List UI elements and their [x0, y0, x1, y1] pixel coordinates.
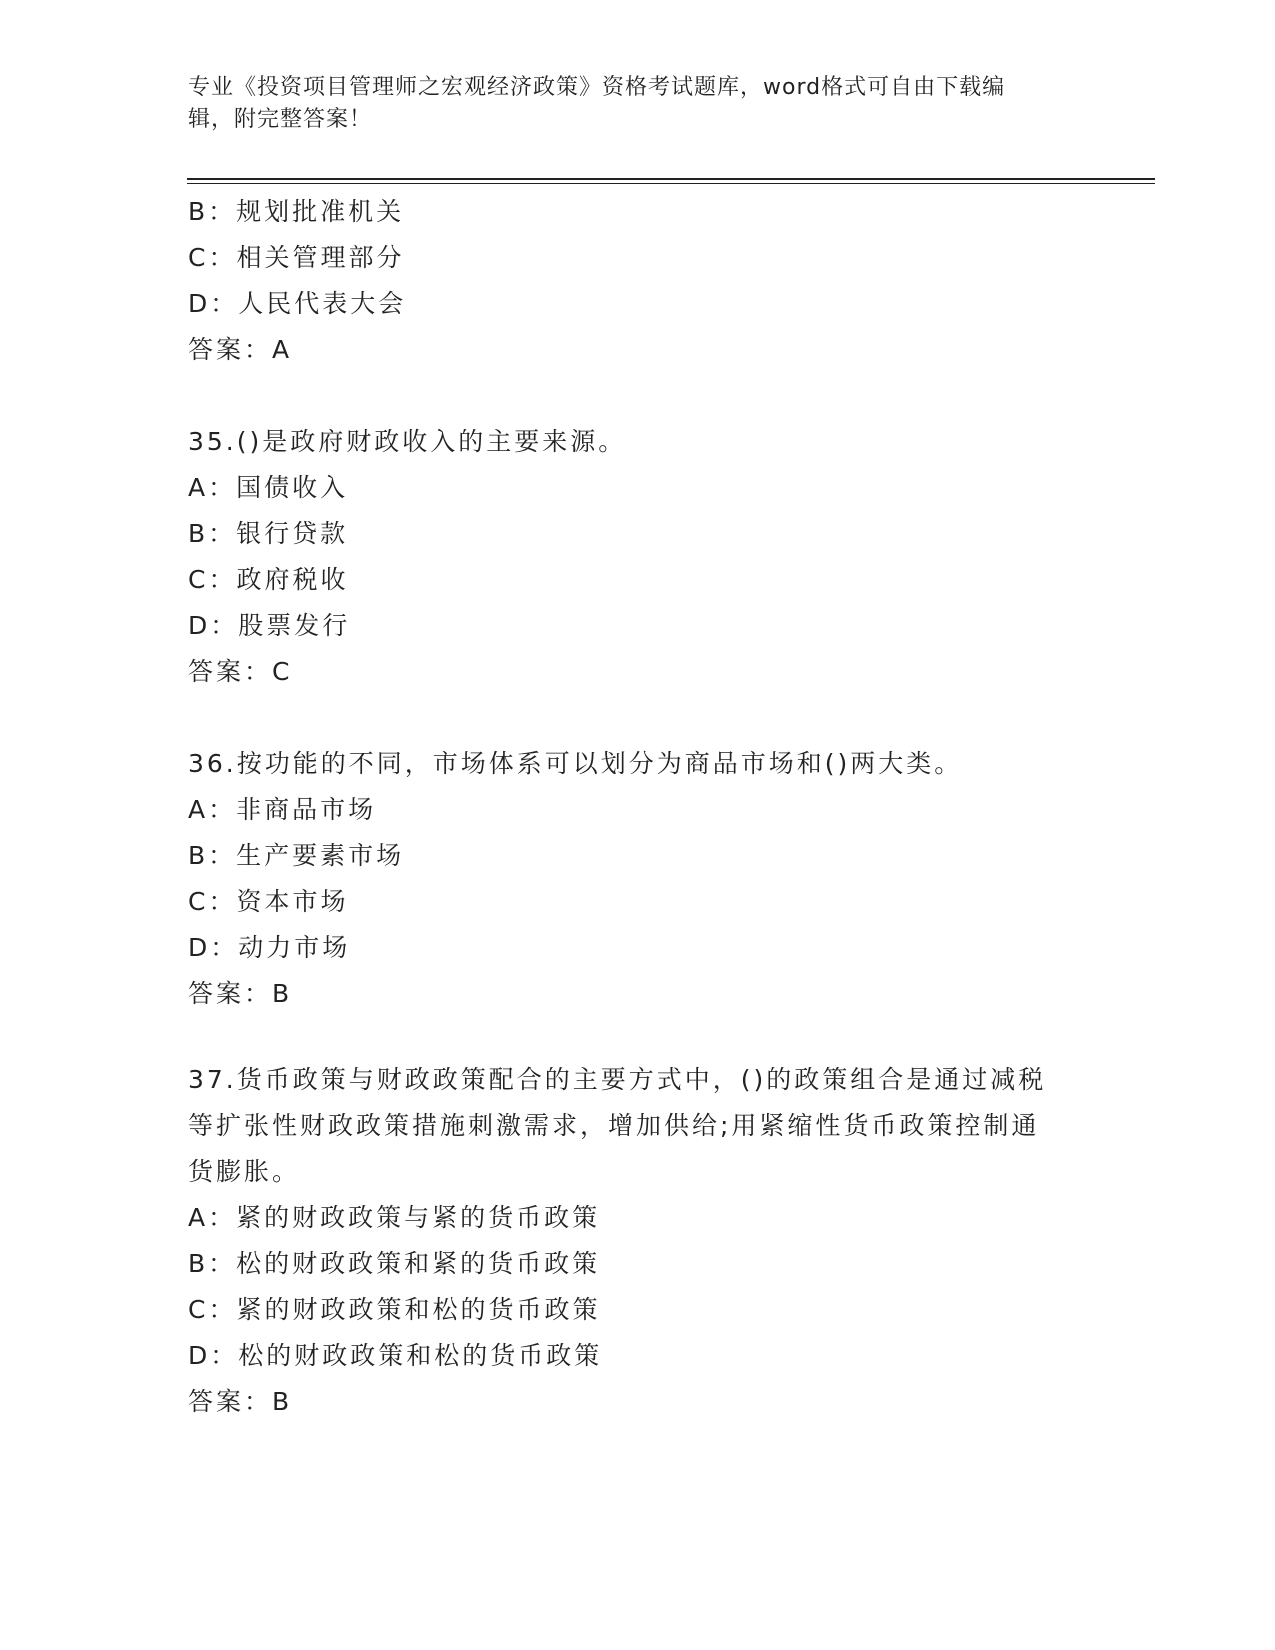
- question-36: [188, 741, 1088, 1017]
- header-line-2: 辑，附完整答案！: [188, 107, 373, 132]
- question-text-line: 35.()是政府财政收入的主要来源。: [188, 427, 627, 456]
- header-divider-thin: [187, 183, 1155, 184]
- header-line-1: 专业《投资项目管理师之宏观经济政策》资格考试题库，word格式可自由下载编: [188, 75, 1006, 100]
- answer-label: 答案：B: [188, 979, 293, 1008]
- option-b: B：松的财政政策和紧的货币政策: [188, 1249, 601, 1278]
- option-b: B：规划批准机关: [188, 197, 405, 226]
- option-d: D：人民代表大会: [188, 289, 407, 318]
- question-text-line: 37.货币政策与财政政策配合的主要方式中，()的政策组合是通过减税: [188, 1065, 1047, 1094]
- option-a: A：非商品市场: [188, 795, 377, 824]
- question-text: [188, 419, 1088, 465]
- option-d: D：动力市场: [188, 933, 351, 962]
- spacer: [188, 1017, 1088, 1057]
- question-list: [188, 189, 1088, 1425]
- question-37: [188, 1057, 1088, 1425]
- question-fragment: [188, 189, 1088, 373]
- spacer: [188, 373, 1088, 419]
- question-text-line: 货膨胀。: [188, 1157, 301, 1186]
- option-b: B：生产要素市场: [188, 841, 405, 870]
- answer-label: 答案：C: [188, 657, 293, 686]
- option-c: C：资本市场: [188, 887, 349, 916]
- answer-label: 答案：B: [188, 1387, 293, 1416]
- document-header: [188, 72, 1068, 136]
- spacer: [188, 695, 1088, 741]
- question-text: [188, 1057, 1088, 1195]
- question-35: [188, 419, 1088, 695]
- option-c: C：紧的财政政策和松的货币政策: [188, 1295, 601, 1324]
- question-text: [188, 741, 1088, 787]
- option-d: D：松的财政政策和松的货币政策: [188, 1341, 603, 1370]
- option-c: C：政府税收: [188, 565, 349, 594]
- option-c: C：相关管理部分: [188, 243, 405, 272]
- answer-label: 答案：A: [188, 335, 293, 364]
- option-d: D：股票发行: [188, 611, 351, 640]
- option-a: A：紧的财政政策与紧的货币政策: [188, 1203, 601, 1232]
- header-divider-thick: [187, 178, 1155, 180]
- option-b: B：银行贷款: [188, 519, 349, 548]
- question-text-line: 等扩张性财政政策措施刺激需求，增加供给;用紧缩性货币政策控制通: [188, 1111, 1040, 1140]
- option-a: A：国债收入: [188, 473, 349, 502]
- question-text-line: 36.按功能的不同，市场体系可以划分为商品市场和()两大类。: [188, 749, 963, 778]
